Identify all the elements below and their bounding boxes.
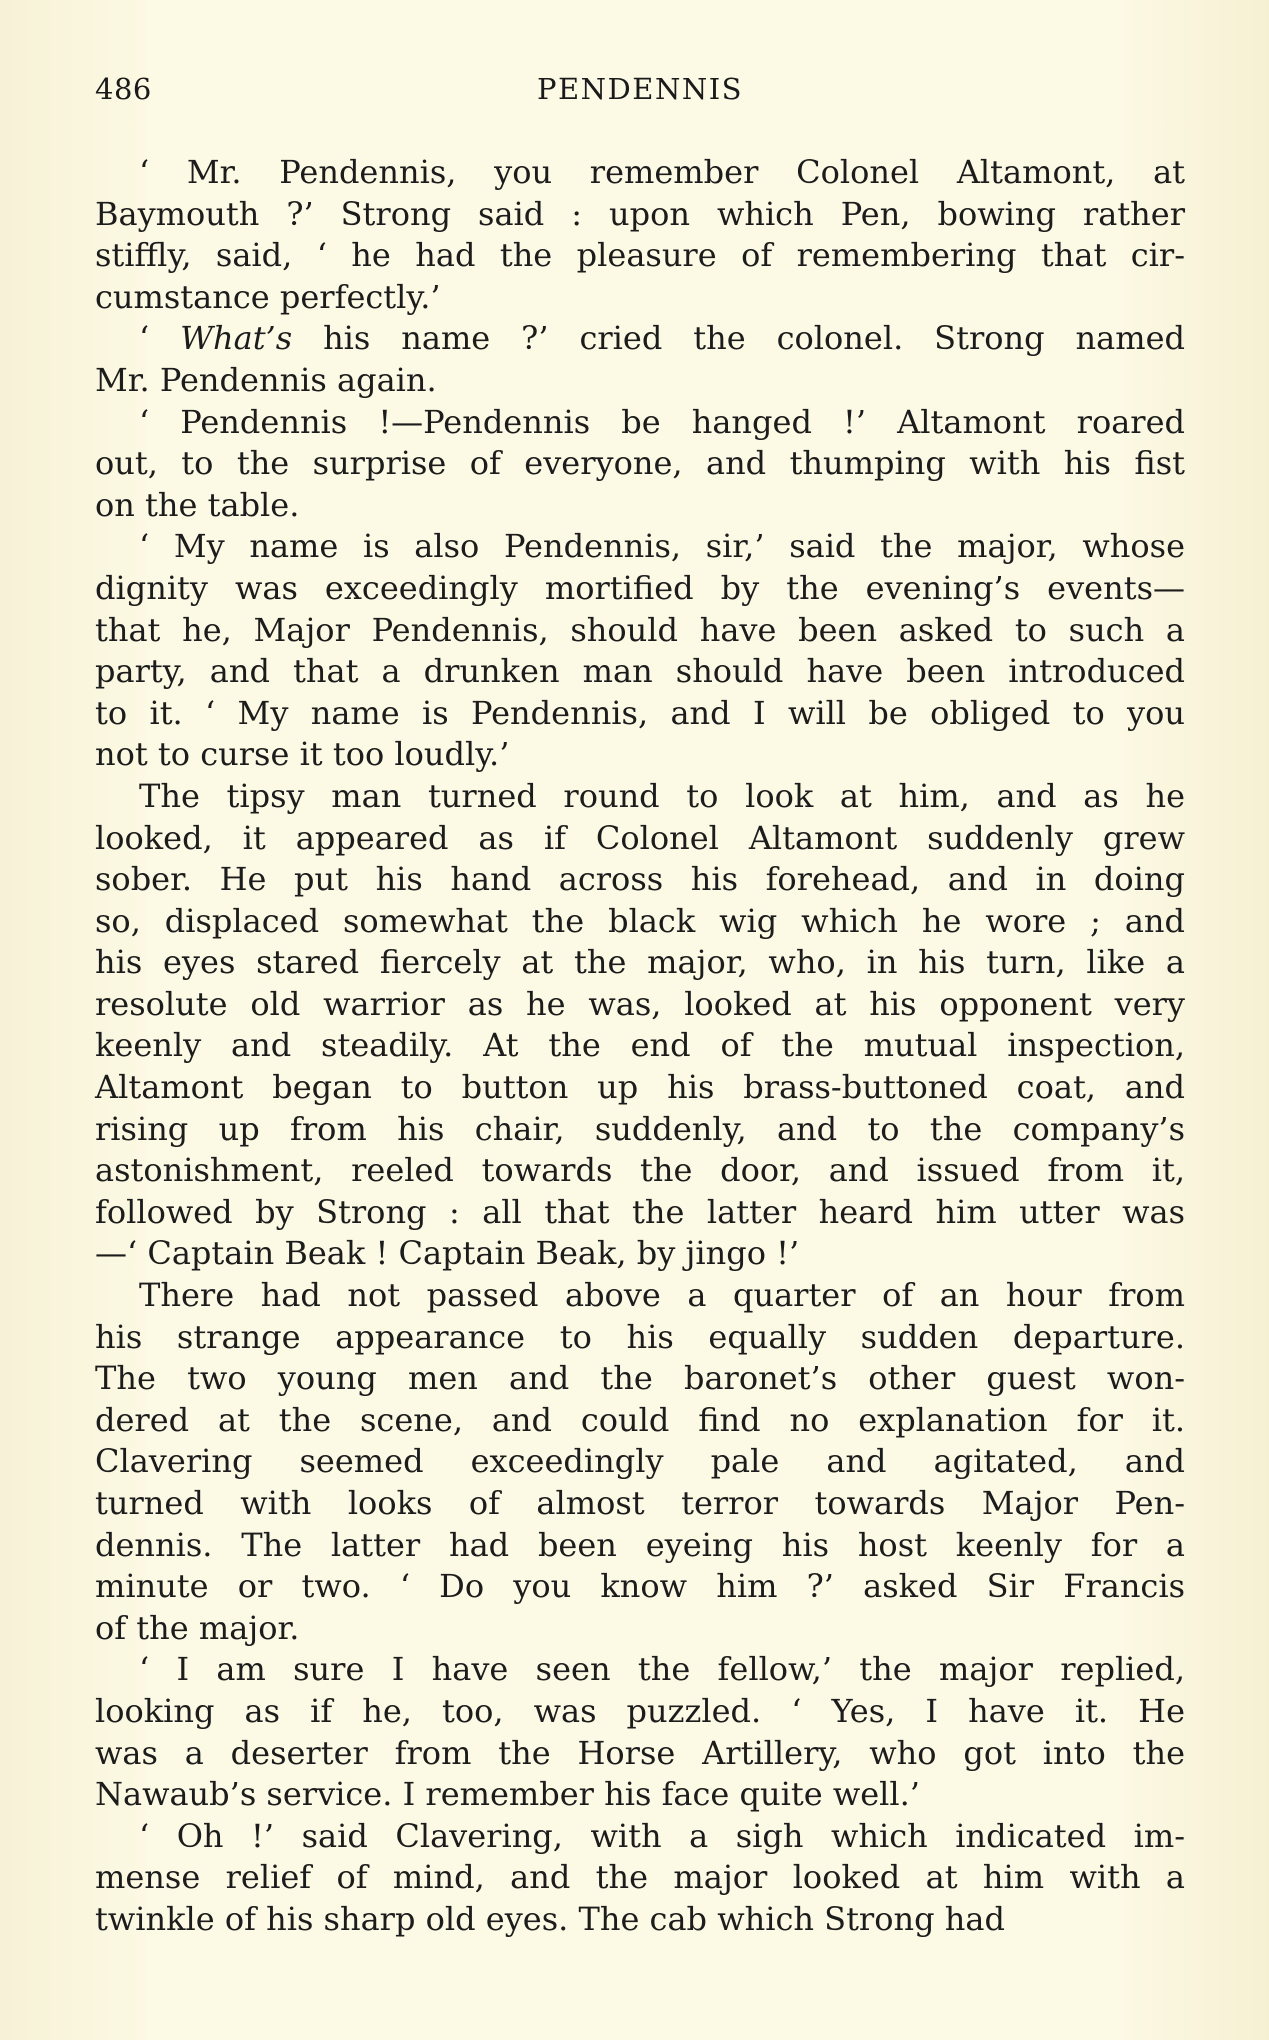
text-line: Altamont began to button up his brass-buttoned coat, and — [95, 1068, 1185, 1107]
text-line: dered at the scene, and could find no explanation for it. — [95, 1400, 1185, 1439]
paragraph — [95, 526, 1185, 776]
text-line: looked, it appeared as if Colonel Altamont suddenly grew — [95, 818, 1185, 857]
text-line: ‘ My name is also Pendennis, sir,’ said the major, whose — [139, 527, 1185, 566]
text-line: of the major. — [95, 1608, 300, 1647]
text-line: The tipsy man turned round to look at him, and as he — [139, 776, 1185, 815]
text-line: party, and that a drunken man should have been introduced — [95, 652, 1185, 691]
text-line: ‘ What’s his name ?’ cried the colonel. Strong named — [139, 319, 1186, 358]
text-line: rising up from his chair, suddenly, and to the company’s — [95, 1109, 1185, 1148]
text-line: cumstance perfectly.’ — [95, 277, 441, 316]
text-line: —‘ Captain Beak ! Captain Beak, by jingo !’ — [95, 1234, 800, 1273]
body-text — [95, 152, 1185, 1941]
text-line: looking as if he, too, was puzzled. ‘ Yes, I have it. He — [95, 1691, 1185, 1730]
text-line: resolute old warrior as he was, looked at his opponent very — [95, 984, 1185, 1023]
text-line: Clavering seemed exceedingly pale and agitated, and — [95, 1442, 1185, 1481]
text-line: The two young men and the baronet’s other guest won- — [95, 1359, 1185, 1398]
text-line: dignity was exceedingly mortified by the evening’s events— — [95, 568, 1185, 607]
text-line: followed by Strong : all that the latter heard him utter was — [95, 1192, 1185, 1231]
italic-word: What’s — [180, 319, 293, 358]
text-line: stiffly, said, ‘ he had the pleasure of remembering that cir- — [95, 236, 1185, 275]
text-line: minute or two. ‘ Do you know him ?’ asked Sir Francis — [95, 1567, 1185, 1606]
text-line: his strange appearance to his equally sudden departure. — [95, 1317, 1185, 1356]
text-line: twinkle of his sharp old eyes. The cab which Strong had — [95, 1899, 1005, 1938]
text-line: was a deserter from the Horse Artillery, who got into the — [95, 1733, 1185, 1772]
text-line: mense relief of mind, and the major looked at him with a — [95, 1858, 1185, 1897]
text-line: not to curse it too loudly.’ — [95, 735, 510, 774]
text-line: astonishment, reeled towards the door, and issued from it, — [95, 1151, 1185, 1190]
text-line: dennis. The latter had been eyeing his host keenly for a — [95, 1525, 1185, 1564]
paragraph — [95, 776, 1185, 1275]
page-header — [95, 72, 1185, 116]
text-line: ‘ Mr. Pendennis, you remember Colonel Altamont, at — [139, 153, 1185, 191]
text-line: out, to the surprise of everyone, and thumping with his fist — [95, 444, 1185, 483]
paragraph — [95, 318, 1185, 401]
text-line: sober. He put his hand across his forehead, and in doing — [95, 860, 1185, 899]
text-line: so, displaced somewhat the black wig which he wore ; and — [95, 901, 1185, 940]
paragraph — [95, 152, 1185, 318]
text-line: Mr. Pendennis again. — [95, 360, 437, 399]
text-line: ‘ Oh !’ said Clavering, with a sigh which indicated im- — [139, 1816, 1185, 1855]
paragraph — [95, 1275, 1185, 1649]
running-head: PENDENNIS — [536, 72, 744, 106]
text-line: that he, Major Pendennis, should have been asked to such a — [95, 610, 1185, 649]
paragraph — [95, 1649, 1185, 1815]
text-line: There had not passed above a quarter of an hour from — [139, 1276, 1185, 1315]
text-line: to it. ‘ My name is Pendennis, and I will be obliged to you — [95, 693, 1185, 732]
text-line: Nawaub’s service. I remember his face quite well.’ — [95, 1775, 920, 1814]
text-line: ‘ Pendennis !—Pendennis be hanged !’ Altamont roared — [139, 402, 1185, 441]
text-line: Baymouth ?’ Strong said : upon which Pen, bowing rather — [95, 194, 1185, 233]
text-line: turned with looks of almost terror towards Major Pen- — [95, 1484, 1185, 1522]
text-line: ‘ I am sure I have seen the fellow,’ the major replied, — [139, 1650, 1185, 1689]
paragraph — [95, 402, 1185, 527]
text-line: his eyes stared fiercely at the major, who, in his turn, like a — [95, 943, 1185, 982]
page-number: 486 — [95, 72, 152, 106]
text-line: on the table. — [95, 485, 300, 524]
paragraph — [95, 1816, 1185, 1941]
text-line: keenly and steadily. At the end of the mutual inspection, — [95, 1026, 1185, 1065]
